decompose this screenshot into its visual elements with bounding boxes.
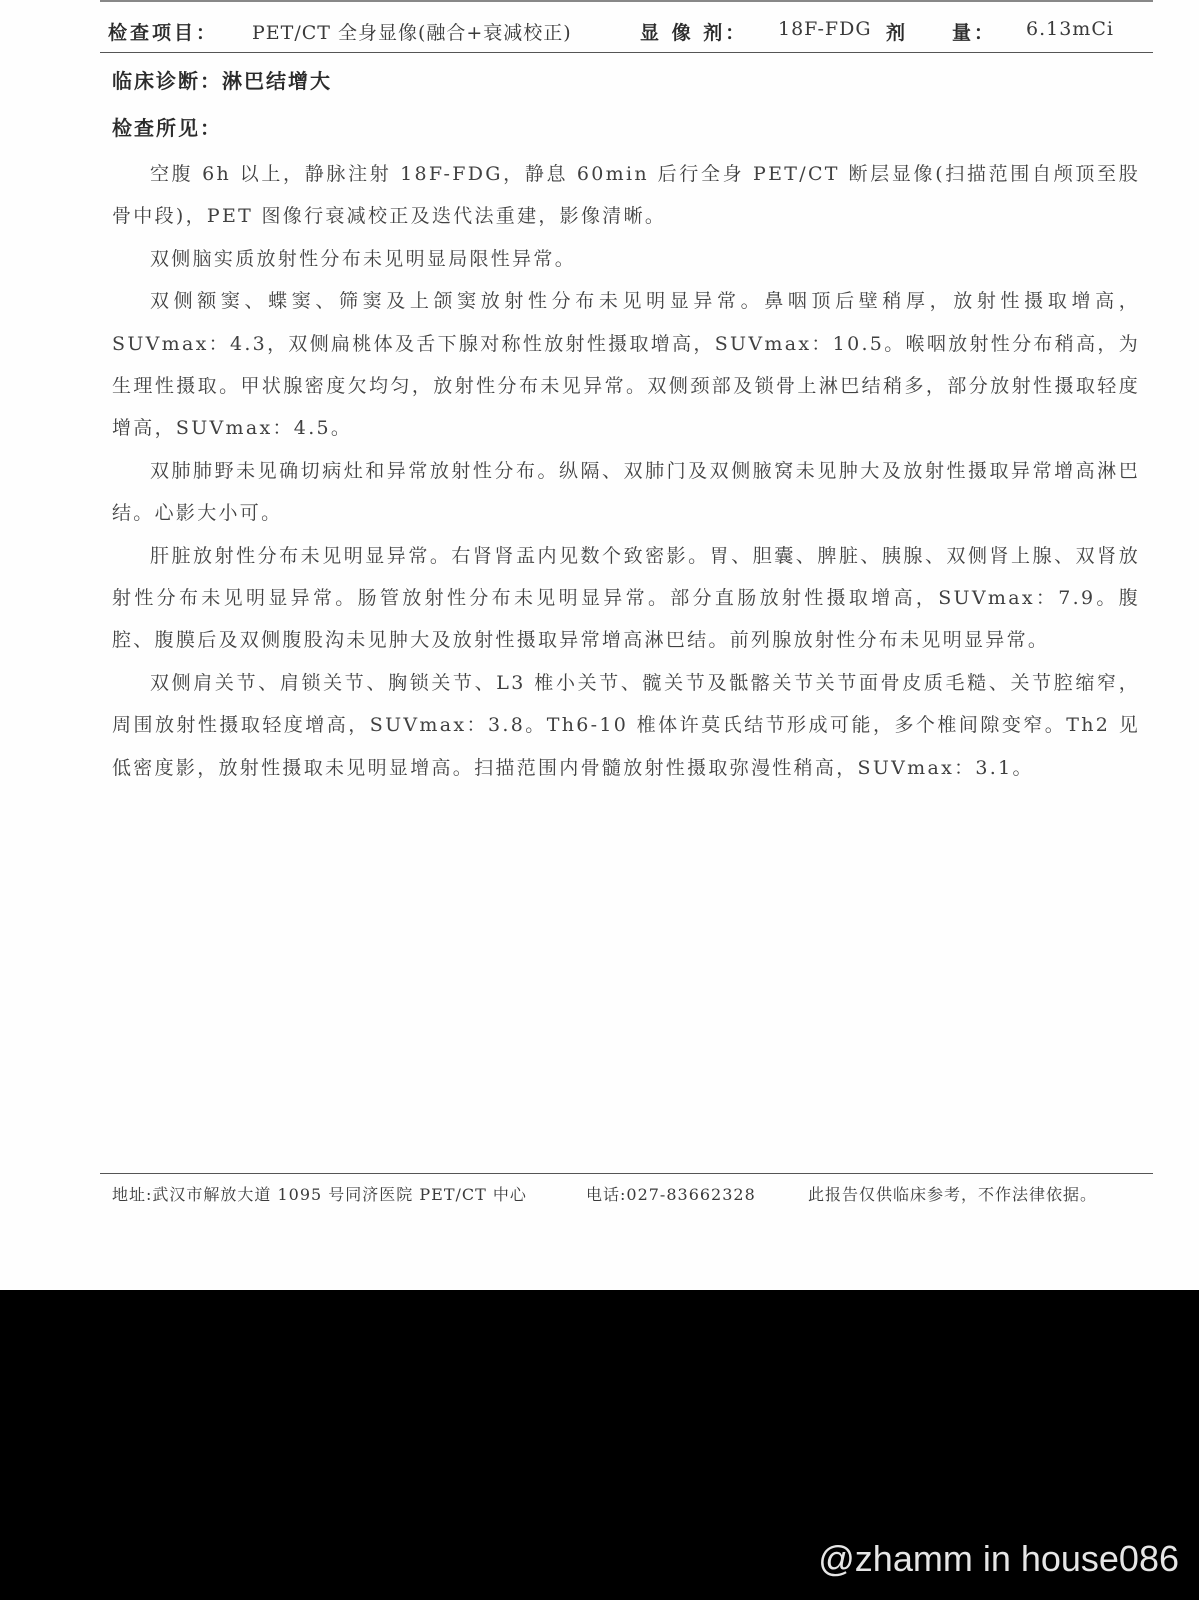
- dose-label: 剂 量：: [886, 22, 997, 44]
- imaging-agent-value: 18F-FDG: [778, 18, 872, 40]
- watermark-text: @zhamm in house086: [818, 1538, 1179, 1579]
- findings-paragraph: 双肺肺野未见确切病灶和异常放射性分布。纵隔、双肺门及双侧腋窝未见肿大及放射性摄取异常增高淋巴结。心影大小可。: [112, 459, 1140, 525]
- imaging-agent-label: 显 像 剂：: [640, 22, 748, 44]
- exam-item-label: 检查项目：: [108, 22, 219, 44]
- clinical-diagnosis: 临床诊断：淋巴结增大: [112, 69, 332, 93]
- report-header: [108, 14, 1148, 48]
- footer-disclaimer: 此报告仅供临床参考，不作法律依据。: [808, 1185, 1098, 1204]
- findings-paragraph: 双侧额窦、蝶窦、筛窦及上颌窦放射性分布未见明显异常。鼻咽顶后壁稍厚，放射性摄取增高，SUVmax：4.3，双侧扁桃体及舌下腺对称性放射性摄取增高，SUVmax：10.5。喉咽放射性分布稍高，为生理性摄取。甲状腺密度欠均匀，放射性分布未见异常。双侧颈部及锁骨上淋巴结稍多，部分放射性摄取轻度增高，SUVmax：4.5。: [112, 290, 1140, 440]
- findings-paragraph: 双侧肩关节、肩锁关节、胸锁关节、L3 椎小关节、髋关节及骶髂关节关节面骨皮质毛糙、关节腔缩窄，周围放射性摄取轻度增高，SUVmax：3.8。Th6-10 椎体许莫氏结节形成可能，多个椎间隙变窄。Th2 见低密度影，放射性摄取未见明显增高。扫描范围内骨髓放射性摄取弥漫性稍高，SUVmax：3.1。: [112, 671, 1140, 779]
- footer-divider: [100, 1173, 1153, 1174]
- findings-body: [112, 153, 1140, 789]
- findings-paragraph: 双侧脑实质放射性分布未见明显局限性异常。: [150, 247, 577, 270]
- top-border-line: [100, 0, 1153, 2]
- findings-paragraph: 肝脏放射性分布未见明显异常。右肾肾盂内见数个致密影。胃、胆囊、脾脏、胰腺、双侧肾上腺、双肾放射性分布未见明显异常。肠管放射性分布未见明显异常。部分直肠放射性摄取增高，SUVmax：7.9。腹腔、腹膜后及双侧腹股沟未见肿大及放射性摄取异常增高淋巴结。前列腺放射性分布未见明显异常。: [112, 544, 1140, 652]
- footer-address: 地址:武汉市解放大道 1095 号同济医院 PET/CT 中心: [112, 1185, 527, 1204]
- exam-item-value: PET/CT 全身显像(融合+衰减校正): [252, 22, 572, 44]
- findings-paragraph: 空腹 6h 以上，静脉注射 18F-FDG，静息 60min 后行全身 PET/CT 断层显像(扫描范围自颅顶至股骨中段)，PET 图像行衰减校正及迭代法重建，影像清晰。: [112, 163, 1140, 228]
- dose-value: 6.13mCi: [1026, 18, 1114, 40]
- header-divider: [100, 52, 1153, 53]
- footer-phone: 电话:027-83662328: [586, 1185, 756, 1204]
- findings-title: 检查所见：: [112, 116, 222, 140]
